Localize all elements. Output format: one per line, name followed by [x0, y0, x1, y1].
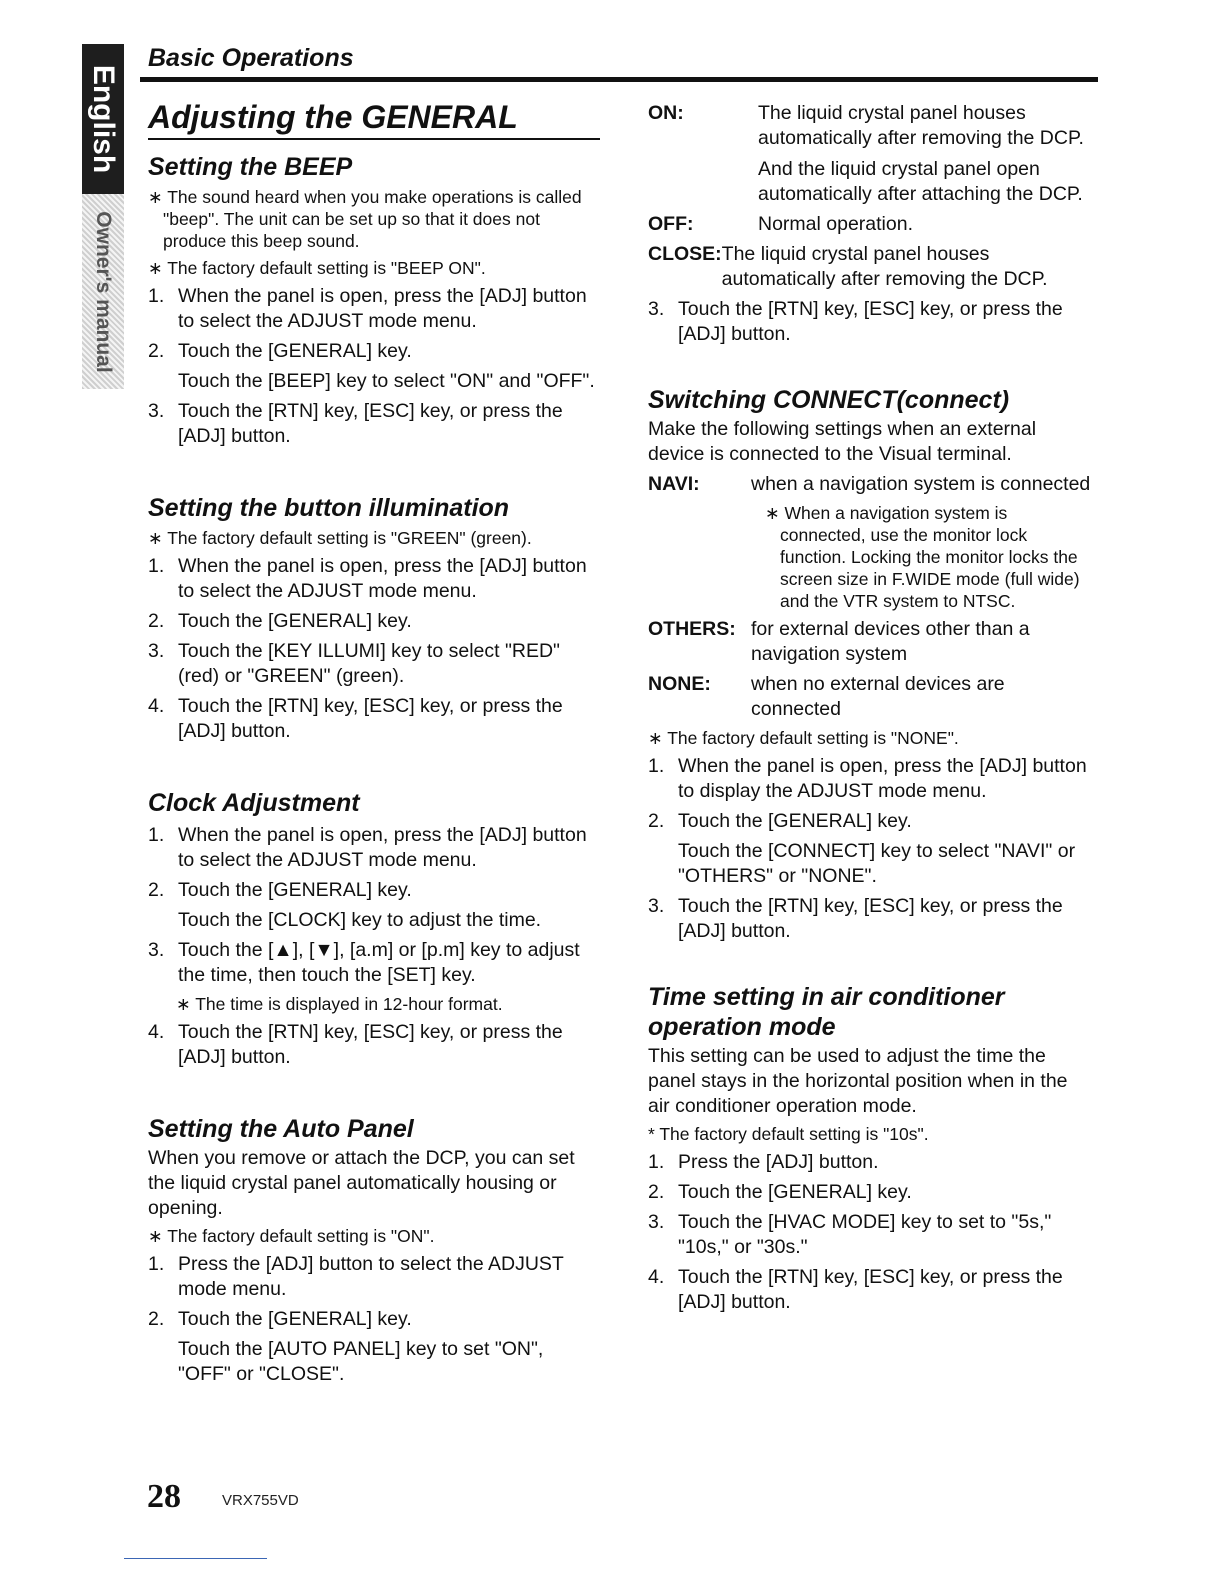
beep-note-2: ∗ The factory default setting is "BEEP ON".	[148, 258, 486, 278]
language-tab-dark	[82, 44, 124, 194]
connect-navi-note: ∗ When a navigation system is connected, use the monitor lock function. Locking the monitor locks the screen size in F.WIDE mode (full wide) and the VTR system to NTSC.	[765, 503, 1080, 611]
hvac-section	[648, 982, 1094, 1315]
auto-panel-section	[148, 1114, 600, 1387]
illumination-note: ∗ The factory default setting is "GREEN" (green).	[148, 528, 532, 548]
clock-step-2-sub: Touch the [CLOCK] key to adjust the time.	[178, 909, 542, 931]
connect-section	[648, 385, 1094, 944]
illumination-step-3: 3. Touch the [KEY ILLUMI] key to select "RED" (red) or "GREEN" (green).	[148, 640, 560, 687]
right-column	[648, 96, 1094, 1320]
illumination-section	[148, 493, 600, 744]
illumination-step-2: 2. Touch the [GENERAL] key.	[148, 610, 412, 632]
clock-step-3-note: ∗ The time is displayed in 12-hour format.	[176, 994, 503, 1014]
auto-panel-step-3: 3. Touch the [RTN] key, [ESC] key, or press the [ADJ] button.	[648, 298, 1063, 345]
beep-heading: Setting the BEEP	[148, 153, 353, 181]
connect-note: ∗ The factory default setting is "NONE".	[648, 728, 959, 748]
page-title: Adjusting the GENERAL	[148, 98, 600, 140]
illumination-step-4: 4. Touch the [RTN] key, [ESC] key, or press the [ADJ] button.	[148, 695, 563, 742]
illumination-step-1: 1. When the panel is open, press the [ADJ] button to select the ADJUST mode menu.	[148, 555, 587, 602]
beep-note-1: ∗ The sound heard when you make operations is called "beep". The unit can be set up so that it does not produce this beep sound.	[148, 187, 582, 251]
clock-step-2: 2. Touch the [GENERAL] key.	[148, 879, 412, 901]
auto-panel-intro: When you remove or attach the DCP, you can set the liquid crystal panel automatically housing or opening.	[148, 1147, 575, 1219]
auto-panel-heading: Setting the Auto Panel	[148, 1115, 414, 1143]
beep-step-1: 1. When the panel is open, press the [ADJ] button to select the ADJUST mode menu.	[148, 285, 587, 332]
clock-step-4: 4. Touch the [RTN] key, [ESC] key, or press the [ADJ] button.	[148, 1021, 563, 1068]
clock-section	[148, 788, 600, 1070]
language-tab-light	[82, 194, 124, 389]
option-on-desc-1: The liquid crystal panel houses automatically after removing the DCP.	[758, 102, 1084, 149]
manual-label: Owner's manual	[92, 210, 115, 373]
hvac-step-1: 1. Press the [ADJ] button.	[648, 1151, 879, 1173]
hvac-step-3: 3. Touch the [HVAC MODE] key to set to "5s," "10s," or "30s."	[648, 1211, 1052, 1258]
section-header: Basic Operations	[148, 44, 354, 72]
clock-step-1: 1. When the panel is open, press the [ADJ] button to select the ADJUST mode menu.	[148, 824, 587, 871]
left-column	[148, 96, 600, 1392]
auto-panel-note: ∗ The factory default setting is "ON".	[148, 1226, 435, 1246]
auto-panel-step-2-sub: Touch the [AUTO PANEL] key to set "ON", "OFF" or "CLOSE".	[178, 1338, 544, 1385]
auto-panel-options	[648, 101, 1094, 347]
connect-step-3: 3. Touch the [RTN] key, [ESC] key, or press the [ADJ] button.	[648, 895, 1063, 942]
option-close: CLOSE: The liquid crystal panel houses automatically after removing the DCP.	[648, 243, 1048, 290]
header-rule	[140, 77, 1098, 82]
connect-none: NONE: when no external devices are connected	[648, 673, 1005, 720]
hvac-intro: This setting can be used to adjust the time the panel stays in the horizontal position when in the air conditioner operation mode.	[648, 1045, 1068, 1117]
hvac-step-2: 2. Touch the [GENERAL] key.	[648, 1181, 912, 1203]
beep-section	[148, 152, 600, 449]
beep-step-2: 2. Touch the [GENERAL] key.	[148, 340, 412, 362]
beep-step-3: 3. Touch the [RTN] key, [ESC] key, or press the [ADJ] button.	[148, 400, 563, 447]
connect-others: OTHERS: for external devices other than a navigation system	[648, 618, 1030, 665]
beep-step-2-sub: Touch the [BEEP] key to select "ON" and "OFF".	[178, 370, 595, 392]
connect-heading: Switching CONNECT(connect)	[648, 386, 1010, 414]
language-tab	[82, 44, 124, 373]
clock-step-3: 3. Touch the [▲], [▼], [a.m] or [p.m] key to adjust the time, then touch the [SET] key.	[148, 939, 580, 986]
auto-panel-step-2: 2. Touch the [GENERAL] key.	[148, 1308, 412, 1330]
option-off: OFF: Normal operation.	[648, 213, 913, 235]
connect-navi: NAVI: when a navigation system is connected	[648, 473, 1091, 495]
model-number: VRX755VD	[222, 1492, 299, 1509]
page-number: 28	[147, 1478, 181, 1515]
connect-step-2-sub: Touch the [CONNECT] key to select "NAVI" or "OTHERS" or "NONE".	[678, 840, 1076, 887]
illumination-heading: Setting the button illumination	[148, 494, 510, 522]
hvac-note: * The factory default setting is "10s".	[648, 1124, 929, 1144]
clock-heading: Clock Adjustment	[148, 789, 360, 817]
footer-line	[124, 1558, 267, 1559]
connect-step-2: 2. Touch the [GENERAL] key.	[648, 810, 912, 832]
connect-intro: Make the following settings when an external device is connected to the Visual terminal.	[648, 418, 1037, 465]
language-label: English	[87, 64, 120, 174]
hvac-heading: Time setting in air conditioner operation mode	[648, 983, 1005, 1041]
option-on-desc-2: And the liquid crystal panel open automatically after attaching the DCP.	[758, 158, 1083, 205]
option-on: ON: The liquid crystal panel houses automatically after removing the DCP. And the liquid crystal panel open automatically after attaching the DCP.	[648, 101, 1094, 207]
connect-step-1: 1. When the panel is open, press the [ADJ] button to display the ADJUST mode menu.	[648, 755, 1087, 802]
hvac-step-4: 4. Touch the [RTN] key, [ESC] key, or press the [ADJ] button.	[648, 1266, 1063, 1313]
auto-panel-step-1: 1. Press the [ADJ] button to select the ADJUST mode menu.	[148, 1253, 564, 1300]
